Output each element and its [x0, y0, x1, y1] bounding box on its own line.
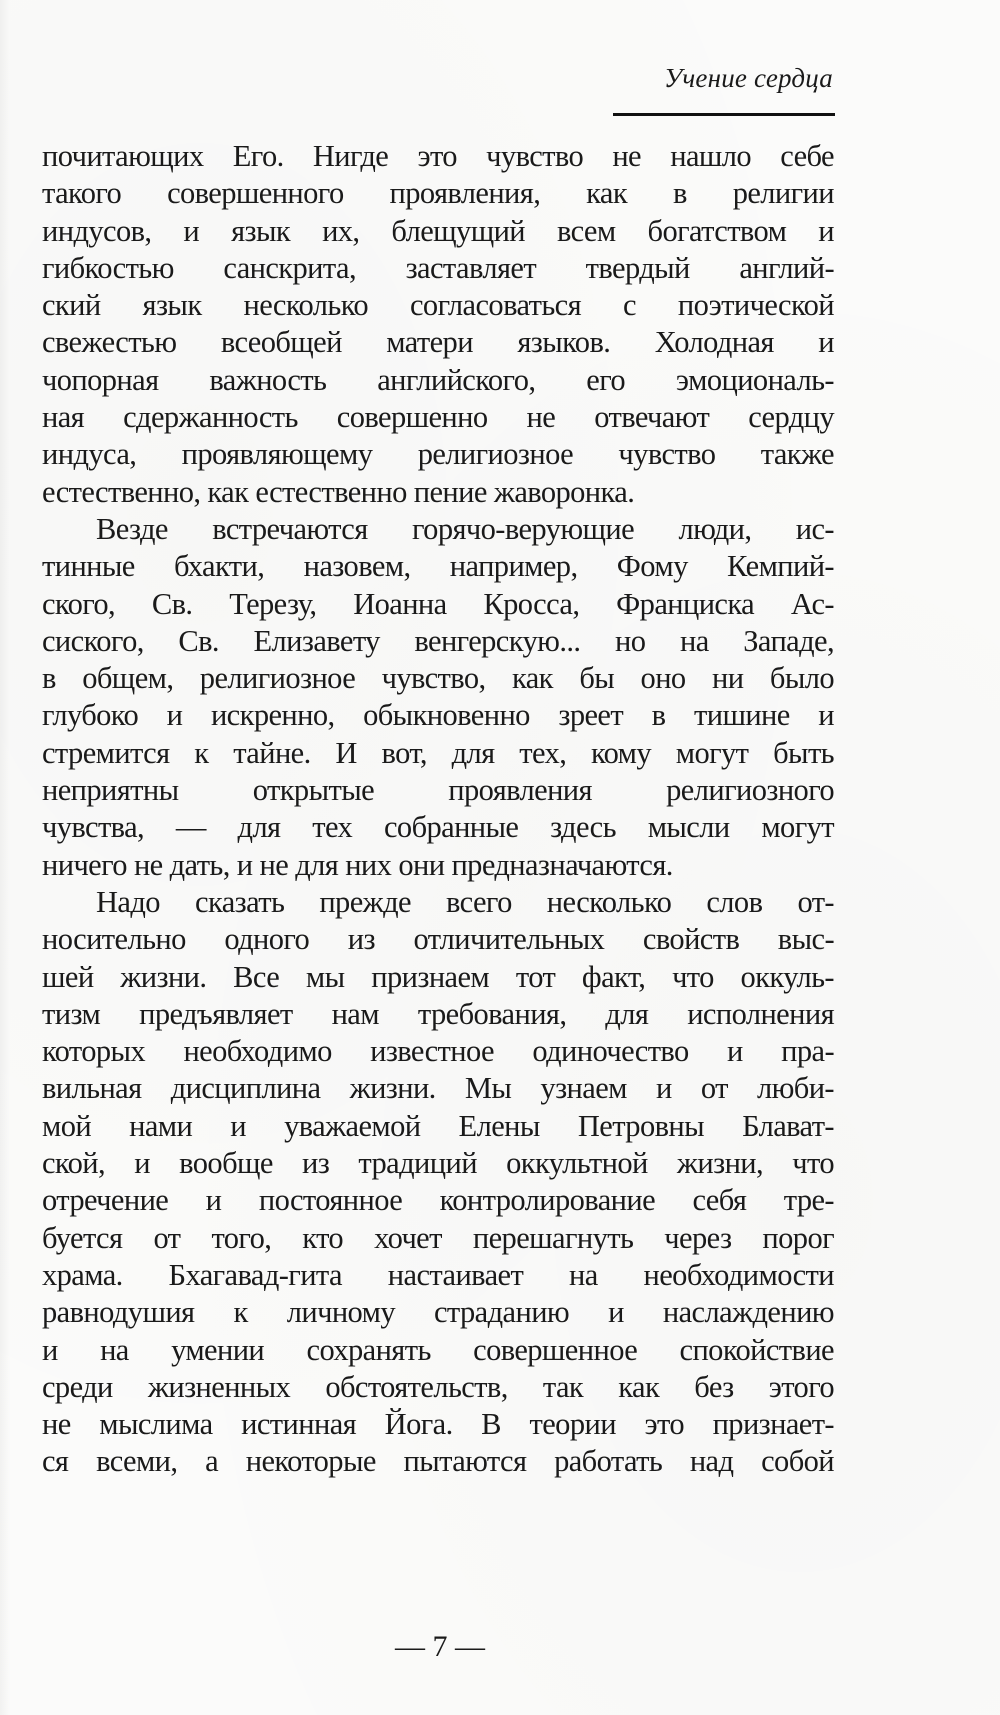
running-title: Учение сердца [663, 63, 833, 93]
text-line: и на умении сохранять совершенное спокойствие [42, 1332, 834, 1367]
text-line: гибкостью санскрита, заставляет твердый англий- [42, 250, 834, 285]
text-line: тинные бхакти, назовем, например, Фому Кемпий- [42, 549, 834, 584]
text-line: которых необходимо известное одиночество и пра- [42, 1034, 834, 1069]
text-line: естественно, как естественно пение жаворонка. [42, 474, 635, 509]
text-line: шей жизни. Все мы признаем тот факт, что оккуль- [42, 959, 834, 994]
text-line: сиского, Св. Елизавету венгерскую... но на Западе, [42, 623, 834, 658]
text-line: стремится к тайне. И вот, для тех, кому могут быть [42, 735, 834, 770]
text-line: глубоко и искренно, обыкновенно зреет в тишине и [42, 698, 834, 733]
paragraph-first-line: Надо сказать прежде всего несколько слов от- [96, 884, 834, 919]
page-number: — 7 — [395, 1630, 485, 1663]
text-line: индусов, и язык их, блещущий всем богатством и [42, 213, 834, 248]
text-line: почитающих Его. Нигде это чувство не нашло себе [42, 139, 834, 173]
text-line: равнодушия к личному страданию и наслаждению [42, 1295, 834, 1330]
text-line: ского, Св. Терезу, Иоанна Кросса, Франциска Ас- [42, 586, 834, 621]
text-line: ской, и вообще из традиций оккультной жизни, что [42, 1146, 834, 1181]
text-line: тизм предъявляет нам требования, для исполнения [42, 996, 834, 1031]
text-line: ся всеми, а некоторые пытаются работать над собой [42, 1444, 834, 1479]
text-line: вильная дисциплина жизни. Мы узнаем и от люби- [42, 1071, 834, 1106]
text-line: храма. Бхагавад-гита настаивает на необходимости [42, 1257, 834, 1292]
text-line: неприятны открытые проявления религиозного [42, 773, 834, 808]
text-line: в общем, религиозное чувство, как бы оно ни было [42, 661, 834, 696]
text-line: отречение и постоянное контролирование себя тре- [42, 1183, 834, 1218]
text-line: индуса, проявляющему религиозное чувство также [42, 437, 834, 472]
header-rule [613, 113, 835, 116]
text-line: носительно одного из отличительных свойств выс- [42, 922, 834, 957]
body-text [42, 138, 834, 1481]
paragraph-first-line: Везде встречаются горячо-верующие люди, ис- [96, 511, 834, 546]
text-line: среди жизненных обстоятельств, так как без этого [42, 1369, 834, 1404]
text-line: ничего не дать, и не для них они предназначаются. [42, 847, 673, 882]
text-line: буется от того, кто хочет перешагнуть через порог [42, 1220, 834, 1255]
running-header [615, 62, 835, 94]
page-edge-shadow [0, 0, 10, 1715]
text-line: чувства, — для тех собранные здесь мысли могут [42, 810, 834, 845]
text-line: ная сдержанность совершенно не отвечают сердцу [42, 400, 834, 435]
text-line: ский язык несколько согласоваться с поэтической [42, 288, 834, 323]
text-line: не мыслима истинная Йога. В теории это признает- [42, 1407, 834, 1442]
text-line: такого совершенного проявления, как в религии [42, 176, 834, 211]
text-line: мой нами и уважаемой Елены Петровны Блават- [42, 1108, 834, 1143]
text-line: свежестью всеобщей матери языков. Холодная и [42, 325, 834, 360]
text-line: чопорная важность английского, его эмоциональ- [42, 362, 834, 397]
